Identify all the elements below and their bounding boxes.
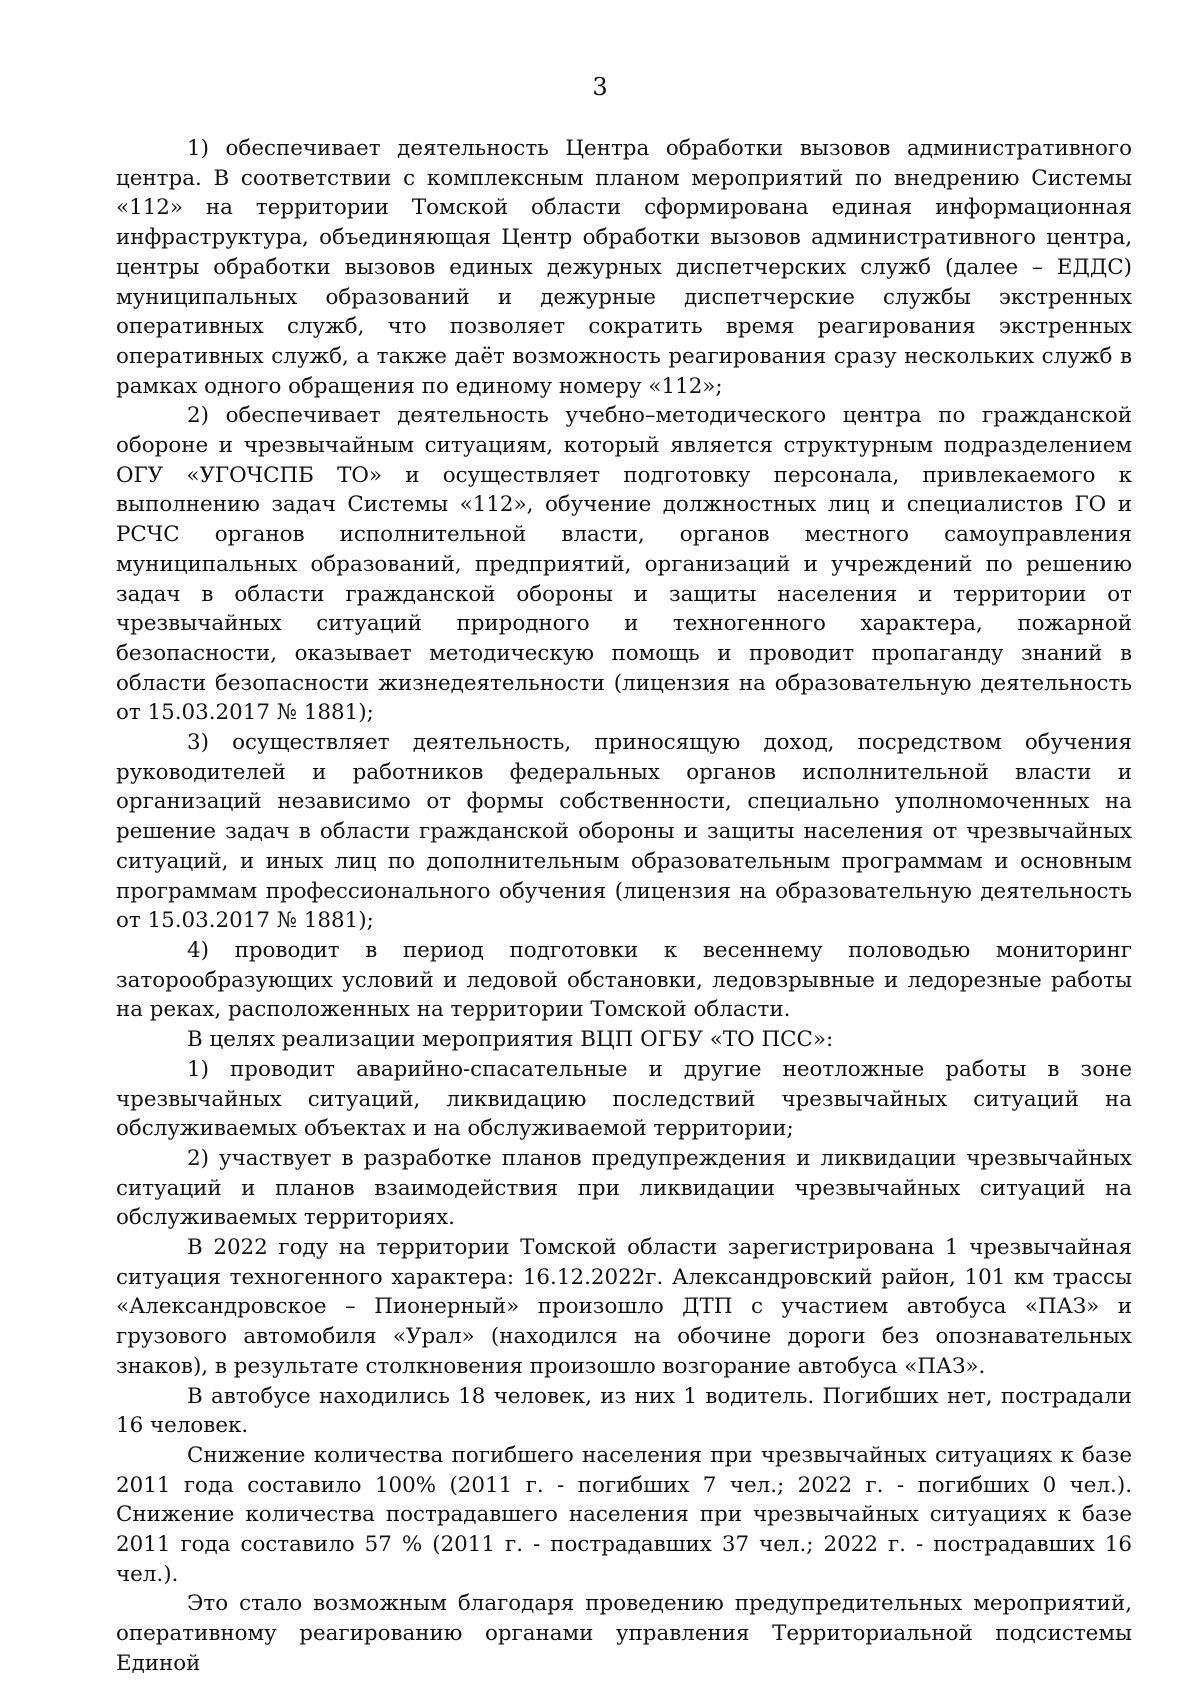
paragraph-vcp-item-1: 1) проводит аварийно-спасательные и другие неотложные работы в зоне чрезвычайных ситуаций, ликвидацию последствий чрезвычайных ситуаций на обслуживаемых объектах и на обслуживаемой территории; — [116, 1056, 1132, 1142]
paragraph-item-2: 2) обеспечивает деятельность учебно–методического центра по гражданской обороне и чрезвычайным ситуациям, который является структурным подразделением ОГУ «УГОЧСПБ ТО» и осуществляет подготовку персонала, привлекаемого к выполнению задач Системы «112», обучение должностных лиц и специалистов ГО и РСЧС органов исполнительной власти, органов местного самоуправления муниципальных образований, предприятий, организаций и учреждений по решению задач в области гражданской обороны и защиты населения и территории от чрезвычайных ситуаций природного и техногенного характера, пожарной безопасности, оказывает методическую помощь и проводит пропаганду знаний в области безопасности жизнедеятельности (лицензия на образовательную деятельность от 15.03.2017 № 1881); — [116, 403, 1132, 726]
paragraph-reduction-stats: Снижение количества погибшего населения при чрезвычайных ситуациях к базе 2011 года составило 100% (2011 г. - погибших 7 чел.; 2022 г. - погибших 0 чел.). Снижение количества пострадавшего населения при чрезвычайных ситуациях к базе 2011 года составило 57 % (2011 г. - пострадавших 37 чел.; 2022 г. - пострадавших 16 чел.). — [116, 1442, 1132, 1587]
paragraph-conclusion: Это стало возможным благодаря проведению предупредительных мероприятий, оперативному реагированию органами управления Территориальной подсистемы Единой — [116, 1591, 1132, 1676]
paragraph-item-1: 1) обеспечивает деятельность Центра обработки вызовов административного центра. В соответствии с комплексным планом мероприятий по внедрению Системы «112» на территории Томской области сформирована единая информационная инфраструктура, объединяющая Центр обработки вызовов административного центра, центры обработки вызовов единых дежурных диспетчерских служб (далее – ЕДДС) муниципальных образований и дежурные диспетчерские службы экстренных оперативных служб, что позволяет сократить время реагирования экстренных оперативных служб, а также даёт возможность реагирования сразу нескольких служб в рамках одного обращения по единому номеру «112»; — [116, 136, 1132, 399]
paragraph-vcp-item-2: 2) участвует в разработке планов предупреждения и ликвидации чрезвычайных ситуаций и планов взаимодействия при ликвидации чрезвычайных ситуаций на обслуживаемых территориях. — [116, 1145, 1132, 1231]
paragraph-vcp-intro: В целях реализации мероприятия ВЦП ОГБУ «ТО ПСС»: — [187, 1027, 834, 1053]
page-number: 3 — [592, 73, 608, 101]
paragraph-emergency-2022: В 2022 году на территории Томской области зарегистрирована 1 чрезвычайная ситуация техногенного характера: 16.12.2022г. Александровский район, 101 км трассы «Александровское – Пионерный» произошло ДТП с участием автобуса «ПАЗ» и грузового автомобиля «Урал» (находился на обочине дороги без опознавательных знаков), в результате столкновения произошло возгорание автобуса «ПАЗ». — [116, 1235, 1132, 1379]
document-body — [116, 134, 1132, 1679]
paragraph-item-4: 4) проводит в период подготовки к весеннему половодью мониторинг заторообразующих условий и ледовой обстановки, ледовзрывные и ледорезные работы на реках, расположенных на территории Томской области. — [116, 937, 1132, 1023]
paragraph-bus-casualties: В автобусе находились 18 человек, из них 1 водитель. Погибших нет, пострадали 16 человек. — [116, 1383, 1132, 1439]
paragraph-item-3: 3) осуществляет деятельность, приносящую доход, посредством обучения руководителей и работников федеральных органов исполнительной власти и организаций независимо от формы собственности, специально уполномоченных на решение задач в области гражданской обороны и защиты населения от чрезвычайных ситуаций, и иных лиц по дополнительным образовательным программам и основным программам профессионального обучения (лицензия на образовательную деятельность от 15.03.2017 № 1881); — [116, 730, 1132, 934]
